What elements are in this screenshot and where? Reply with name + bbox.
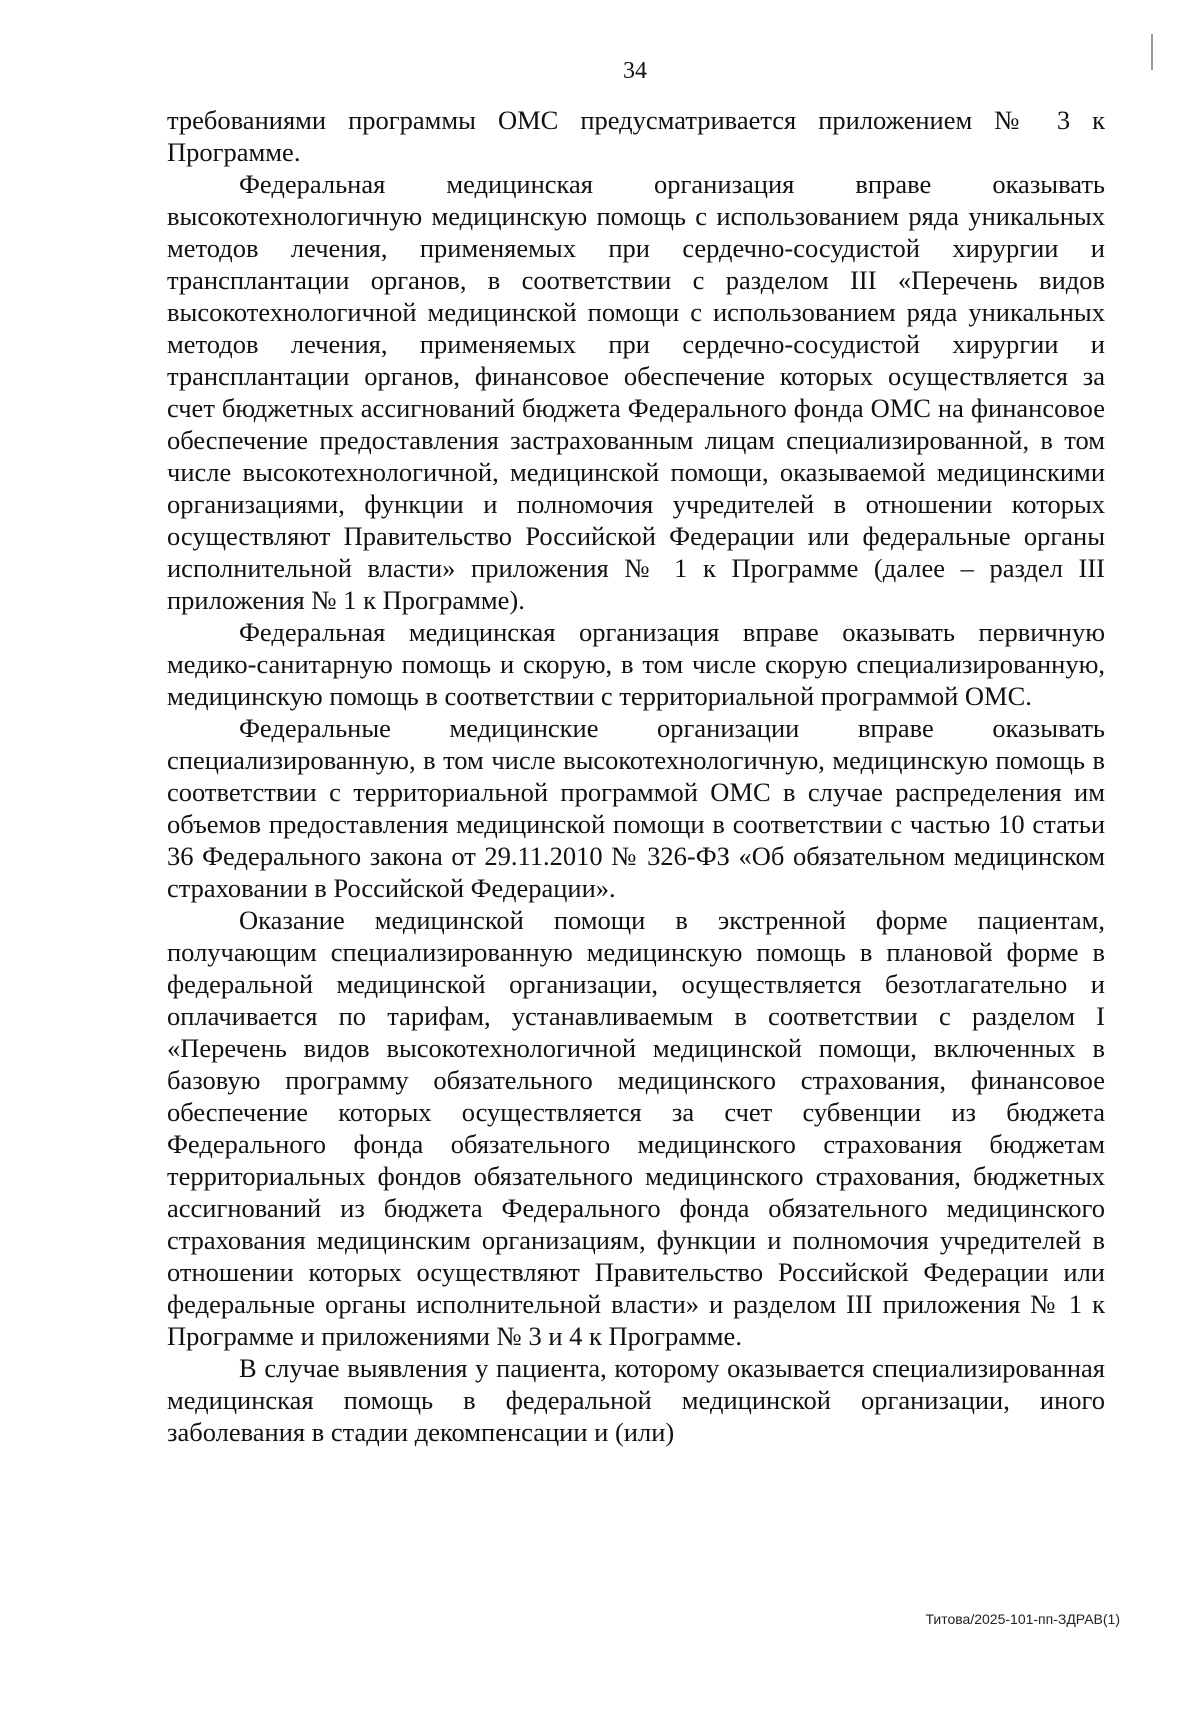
paragraph-other-disease: В случае выявления у пациента, которому оказывается специализированная медицинская помощь в федеральной медицинской организации, иного заболевания в стадии декомпенсации и (или) bbox=[167, 1353, 1105, 1447]
document-code: Титова/2025-101-пп-ЗДРАВ(1) bbox=[925, 1611, 1120, 1627]
paragraph-continuation: требованиями программы ОМС предусматривается приложением № 3 к Программе. bbox=[167, 105, 1105, 167]
paragraph-federal-hightech-care: Федеральная медицинская организация вправе оказывать высокотехнологичную медицинскую помощь с использованием ряда уникальных методов лечения, применяемых при сердечно-сосудистой хирургии и трансплантации органов, в соответствии с разделом III «Перечень видов высокотехнологичной медицинской помощи с использованием ряда уникальных методов лечения, применяемых при сердечно-сосудистой хирургии и трансплантации органов, финансовое обеспечение которых осуществляется за счет бюджетных ассигнований бюджета Федерального фонда ОМС на финансовое обеспечение предоставления застрахованным лицам специализированной, в том числе высокотехнологичной, медицинской помощи, оказываемой медицинскими организациями, функции и полномочия учредителей в отношении которых осуществляют Правительство Российской Федерации или федеральные органы исполнительной власти» приложения № 1 к Программе (далее – раздел III приложения № 1 к Программе). bbox=[167, 169, 1105, 615]
paragraph-emergency-care: Оказание медицинской помощи в экстренной форме пациентам, получающим специализированную медицинскую помощь в плановой форме в федеральной медицинской организации, осуществляется безотлагательно и оплачивается по тарифам, устанавливаемым в соответствии с разделом I «Перечень видов высокотехнологичной медицинской помощи, включенных в базовую программу обязательного медицинского страхования, финансовое обеспечение которых осуществляется за счет субвенции из бюджета Федерального фонда обязательного медицинского страхования бюджетам территориальных фондов обязательного медицинского страхования, бюджетных ассигнований из бюджета Федерального фонда обязательного медицинского страхования медицинским организациям, функции и полномочия учредителей в отношении которых осуществляют Правительство Российской Федерации или федеральные органы исполнительной власти» и разделом III приложения № 1 к Программе и приложениями № 3 и 4 к Программе. bbox=[167, 905, 1105, 1351]
paragraph-primary-care: Федеральная медицинская организация вправе оказывать первичную медико-санитарную помощь и скорую, в том числе скорую специализированную, медицинскую помощь в соответствии с территориальной программой ОМС. bbox=[167, 617, 1105, 711]
page-number: 34 bbox=[623, 58, 647, 84]
document-body bbox=[167, 104, 1105, 1448]
paragraph-specialized-care: Федеральные медицинские организации вправе оказывать специализированную, в том числе высокотехнологичную, медицинскую помощь в соответствии с территориальной программой ОМС в случае распределения им объемов предоставления медицинской помощи в соответствии с частью 10 статьи 36 Федерального закона от 29.11.2010 № 326-ФЗ «Об обязательном медицинском страховании в Российской Федерации». bbox=[167, 713, 1105, 903]
